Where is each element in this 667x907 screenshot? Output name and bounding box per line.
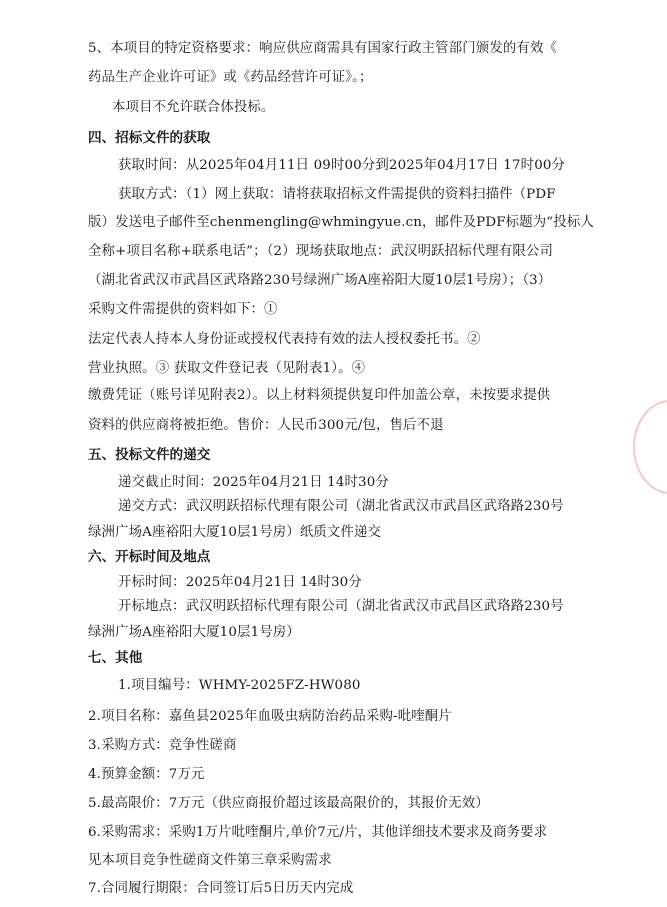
qualification-line-1: 5、本项目的特定资格要求：响应供应商需具有国家行政主管部门颁发的有效《 xyxy=(88,41,558,56)
section-heading-other: 七、其他 xyxy=(88,650,143,666)
consortium-note: 本项目不允许联合体投标。 xyxy=(112,100,275,115)
procurement-requirement-line-1: 6.采购需求：采购1万片吡喹酮片,单价7元/片，其他详细技术要求及商务要求 xyxy=(88,825,548,840)
obtain-method-line-8: 缴费凭证（账号详见附表2）。以上材料须提供复印件加盖公章，未按要求提供 xyxy=(88,388,551,403)
project-name: 2.项目名称：嘉鱼县2025年血吸虫病防治药品采购-吡喹酮片 xyxy=(88,709,452,724)
section-heading-opening: 六、开标时间及地点 xyxy=(88,549,211,565)
section-heading-obtain: 四、招标文件的获取 xyxy=(88,130,211,146)
procurement-requirement-line-2: 见本项目竞争性磋商文件第三章采购需求 xyxy=(88,853,332,868)
opening-place-line-2: 绿洲广场A座裕阳大厦10层1号房） xyxy=(88,625,300,640)
procurement-method: 3.采购方式：竞争性磋商 xyxy=(88,738,237,753)
opening-place-line-1: 开标地点：武汉明跃招标代理有限公司（湖北省武汉市武昌区武珞路230号 xyxy=(118,599,564,614)
obtain-time: 获取时间：从2025年04月11日 09时00分到2025年04月17日 17时00分 xyxy=(118,158,566,173)
section-heading-submit: 五、投标文件的递交 xyxy=(88,447,211,463)
max-price: 5.最高限价：7万元（供应商报价超过该最高限价的，其报价无效） xyxy=(88,796,489,811)
submit-method-line-1: 递交方式：武汉明跃招标代理有限公司（湖北省武汉市武昌区武珞路230号 xyxy=(118,499,564,514)
obtain-method-line-9: 资料的供应商将被拒绝。售价：人民币300元/包，售后不退 xyxy=(88,418,444,433)
seal-stamp-fragment xyxy=(633,400,667,494)
budget-amount: 4.预算金额：7万元 xyxy=(88,767,205,782)
obtain-method-line-4: （湖北省武汉市武昌区武珞路230号绿洲广场A座裕阳大厦10层1号房）；（3） xyxy=(88,273,552,288)
obtain-method-line-5: 采购文件需提供的资料如下：① xyxy=(88,302,278,317)
project-number: 1.项目编号：WHMY-2025FZ-HW080 xyxy=(118,678,361,693)
submit-deadline: 递交截止时间：2025年04月21日 14时30分 xyxy=(118,475,389,490)
opening-time: 开标时间：2025年04月21日 14时30分 xyxy=(118,575,362,590)
obtain-method-line-3: 全称+项目名称+联系电话”；（2）现场获取地点：武汉明跃招标代理有限公司 xyxy=(88,244,554,259)
contract-term: 7.合同履行期限：合同签订后5日历天内完成 xyxy=(88,881,354,896)
obtain-method-line-6: 法定代表人持本人身份证或授权代表持有效的法人授权委托书。② xyxy=(88,332,481,347)
qualification-line-2: 药品生产企业许可证》或《药品经营许可证》。； xyxy=(88,70,373,85)
submit-method-line-2: 绿洲广场A座裕阳大厦10层1号房）纸质文件递交 xyxy=(88,525,382,540)
obtain-method-line-7: 营业执照。③ 获取文件登记表（见附表1）。④ xyxy=(88,361,366,376)
obtain-method-line-1: 获取方式：（1）网上获取：请将获取招标文件需提供的资料扫描件（PDF xyxy=(118,187,556,202)
obtain-method-line-2: 版）发送电子邮件至chenmengling@whmingyue.cn，邮件及PDF标题为“投标人 xyxy=(88,215,594,230)
